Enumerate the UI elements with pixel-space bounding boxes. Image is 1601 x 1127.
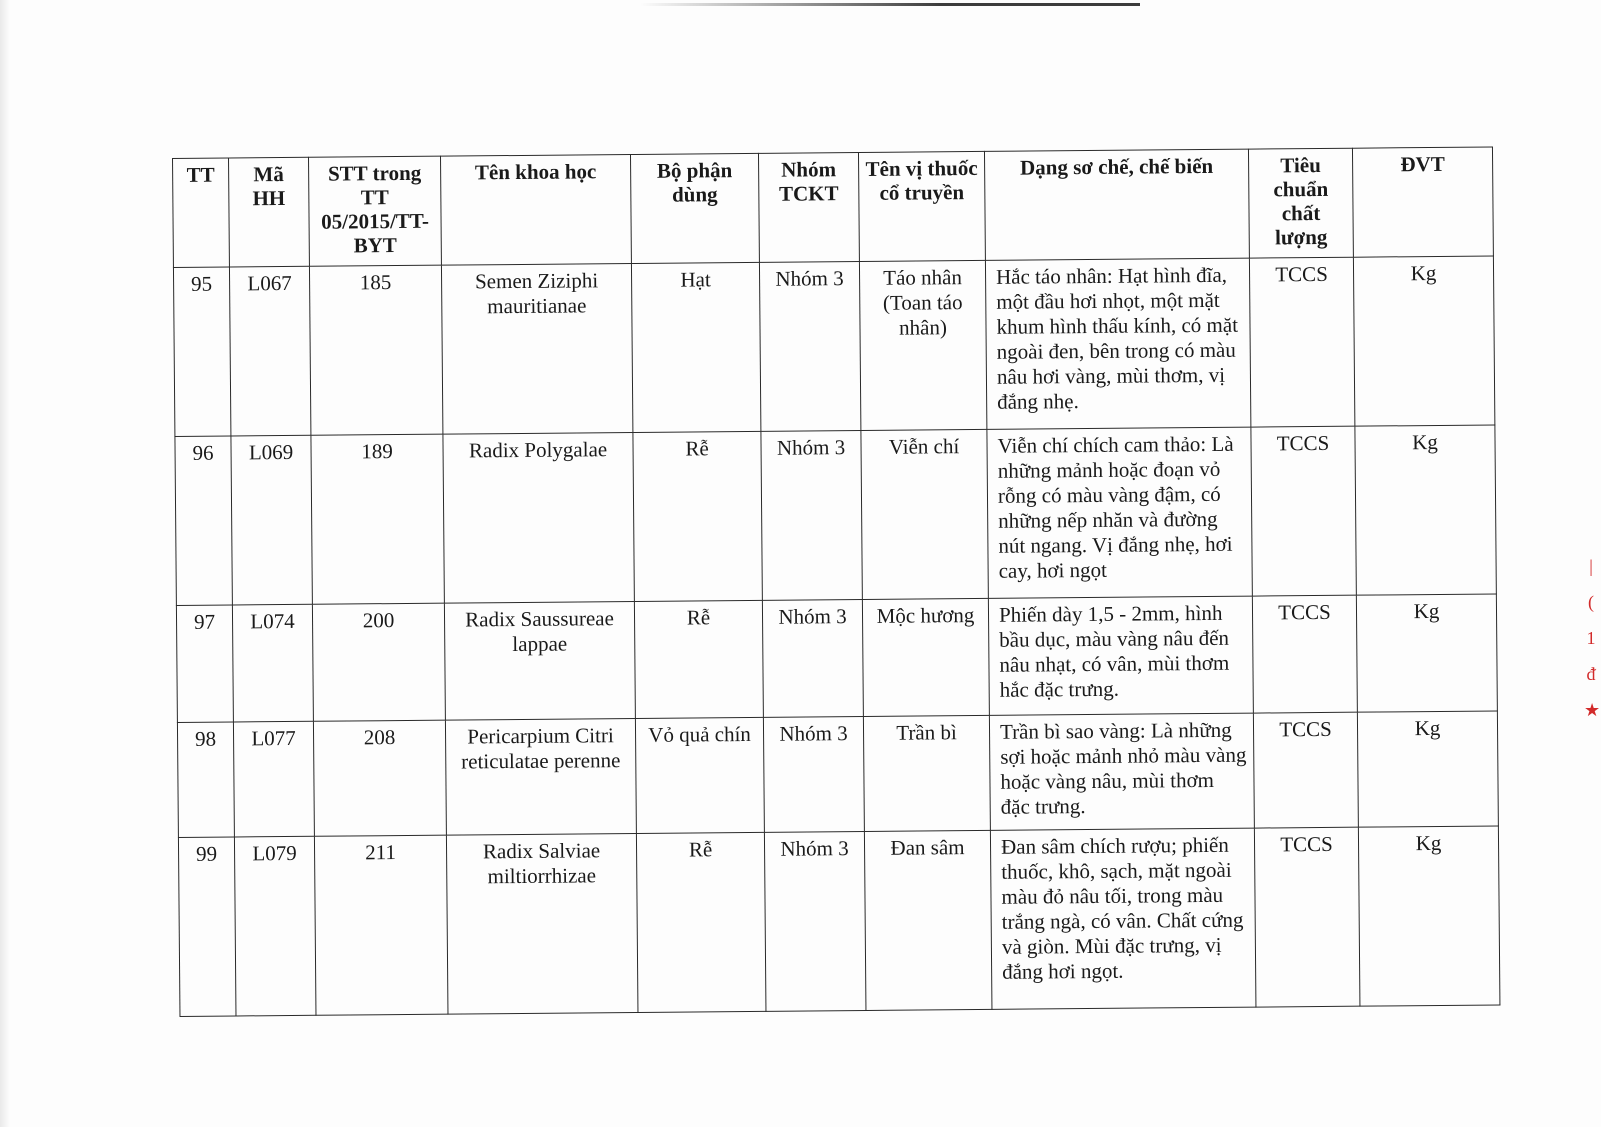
cell-nhom-tckt: Nhóm 3 <box>759 262 860 432</box>
header-ten-khoa-hoc: Tên khoa học <box>440 154 631 265</box>
cell-ma-hh: L079 <box>234 836 316 1016</box>
cell-tieu-chuan: TCCS <box>1249 257 1354 427</box>
table-row <box>175 425 1496 606</box>
cell-dvt: Kg <box>1358 826 1500 1006</box>
header-dvt: ĐVT <box>1352 147 1493 257</box>
cell-ten-khoa-hoc: Radix Polygalae <box>443 432 634 603</box>
cell-tt: 96 <box>175 436 232 605</box>
table-row <box>178 826 1500 1017</box>
table-row <box>173 256 1494 437</box>
cell-tt: 97 <box>176 605 233 722</box>
cell-dvt: Kg <box>1357 711 1498 827</box>
table-row <box>176 594 1497 723</box>
cell-ten-vi-thuoc: Mộc hương <box>862 598 989 716</box>
cell-stt-tt: 185 <box>309 265 442 435</box>
header-ten-vi-thuoc: Tên vị thuốc cổ truyền <box>858 151 985 261</box>
header-bo-phan-dung: Bộ phận dùng <box>630 153 759 263</box>
cell-tieu-chuan: TCCS <box>1253 712 1358 828</box>
cell-dang-so-che: Trần bì sao vàng: Là những sợi hoặc mảnh nhỏ màu vàng hoặc vàng nâu, mùi thơm đặc trưng. <box>989 713 1254 830</box>
cell-tt: 98 <box>177 722 234 837</box>
cell-nhom-tckt: Nhóm 3 <box>763 716 864 832</box>
cell-bo-phan-dung: Vỏ quả chín <box>635 717 764 833</box>
cell-dang-so-che: Hắc táo nhân: Hạt hình đĩa, một đầu hơi nhọt, một mặt khum hình thấu kính, có mặt ngoài đen, bên trong có màu nâu hơi vàng, mùi thơm, vị đắng nhẹ. <box>985 258 1250 429</box>
cell-ten-khoa-hoc: Semen Ziziphi mauritianae <box>441 263 632 434</box>
scan-edge-shadow <box>0 0 10 1127</box>
cell-ma-hh: L074 <box>232 604 313 722</box>
cell-nhom-tckt: Nhóm 3 <box>762 599 863 717</box>
cell-nhom-tckt: Nhóm 3 <box>764 831 866 1011</box>
cell-dang-so-che: Viễn chí chích cam thảo: Là những mảnh hoặc đoạn vỏ rỗng có màu vàng đậm, có những nếp nhăn và đường nút ngang. Vị đắng nhẹ, hơi cay, hơi ngọt <box>987 427 1252 598</box>
cell-tieu-chuan: TCCS <box>1251 426 1356 596</box>
cell-stt-tt: 200 <box>312 603 445 721</box>
cell-dvt: Kg <box>1356 594 1497 712</box>
red-stamp-fragment: | ( 1 ᵭ ★ <box>1584 556 1601 720</box>
cell-ten-vi-thuoc: Táo nhân (Toan táo nhân) <box>859 260 986 430</box>
cell-tt: 99 <box>178 837 236 1016</box>
table-row <box>177 711 1498 838</box>
header-nhom-tckt: Nhóm TCKT <box>758 153 859 263</box>
header-dang-so-che: Dạng sơ chế, chế biến <box>984 149 1249 260</box>
cell-tieu-chuan: TCCS <box>1252 595 1357 713</box>
cell-ten-khoa-hoc: Radix Salviae miltiorrhizae <box>446 833 638 1014</box>
cell-ten-khoa-hoc: Radix Saussureae lappae <box>444 601 635 720</box>
cell-ma-hh: L069 <box>231 435 312 605</box>
herbal-goods-table <box>172 146 1500 1016</box>
cell-tieu-chuan: TCCS <box>1254 827 1360 1007</box>
cell-bo-phan-dung: Rễ <box>633 431 762 601</box>
cell-bo-phan-dung: Hạt <box>631 262 760 432</box>
table-header-row <box>173 147 1494 268</box>
cell-stt-tt: 208 <box>313 720 446 836</box>
cell-stt-tt: 211 <box>314 835 448 1015</box>
cell-ma-hh: L067 <box>229 266 310 436</box>
header-tieu-chuan: Tiêu chuẩn chất lượng <box>1248 148 1353 258</box>
header-tt: TT <box>173 158 230 267</box>
cell-bo-phan-dung: Rễ <box>634 600 763 718</box>
cell-stt-tt: 189 <box>311 434 444 604</box>
cell-ten-khoa-hoc: Pericarpium Citri reticulatae perenne <box>445 718 636 835</box>
cell-ten-vi-thuoc: Đan sâm <box>864 830 992 1010</box>
cell-dvt: Kg <box>1355 425 1496 595</box>
header-stt-tt: STT trong TT 05/2015/TT-BYT <box>308 156 441 266</box>
cell-dvt: Kg <box>1353 256 1494 426</box>
cell-bo-phan-dung: Rễ <box>636 832 766 1012</box>
scan-edge-mark <box>640 3 1140 6</box>
cell-tt: 95 <box>173 267 230 436</box>
cell-nhom-tckt: Nhóm 3 <box>761 430 862 600</box>
cell-ma-hh: L077 <box>233 721 314 837</box>
cell-dang-so-che: Đan sâm chích rượu; phiến thuốc, khô, sạch, mặt ngoài màu đỏ nâu tối, trong màu trắng ngà, có vân. Chất cứng và giòn. Mùi đặc trưng, vị đắng hơi ngọt. <box>990 828 1256 1009</box>
header-ma-hh: Mã HH <box>229 157 310 267</box>
cell-dang-so-che: Phiến dày 1,5 - 2mm, hình bầu dục, màu vàng nâu đến nâu nhạt, có vân, mùi thơm hắc đặc trưng. <box>988 596 1253 715</box>
cell-ten-vi-thuoc: Viễn chí <box>861 429 988 599</box>
cell-ten-vi-thuoc: Trần bì <box>863 715 990 831</box>
